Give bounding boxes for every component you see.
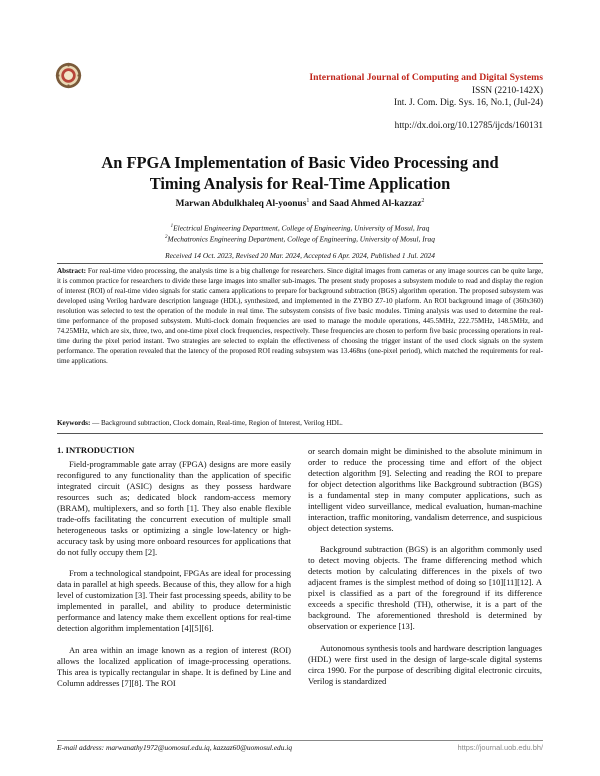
affiliation-1 <box>60 222 540 233</box>
publication-dates: Received 14 Oct. 2023, Revised 20 Mar. 2024, Accepted 6 Apr. 2024, Published 1 Jul. 2024 <box>165 251 435 260</box>
footer-url[interactable]: https://journal.uob.edu.bh/ <box>457 743 543 752</box>
journal-name: International Journal of Computing and Digital Systems <box>309 72 543 83</box>
footer-rule <box>57 740 543 741</box>
footer-email: E-mail address: marwanathy1972@uomosul.edu.iq, kazzaz60@uomosul.edu.iq <box>57 743 293 752</box>
paragraph: Field-programmable gate array (FPGA) designs are more easily reconfigured to any functionality than the application of specific integrated circuit (ASIC) designs as they possess hardware resources such as; dedicated block random-access memory (BRAM), multiplexers, and so forth [1]. They also enable flexible trade-offs facilitating the concurrent execution of multiple small heterogeneous tasks or optimizing a single low-latency or high-accuracy task by using more onboard resources for applications that do not fully occupy them [2]. <box>57 458 291 557</box>
paragraph: Autonomous synthesis tools and hardware description languages (HDL) were first used in the design of large-scale digital systems circa 1990. For the purpose of describing digital electronic circuits, Verilog is standardized <box>308 642 542 686</box>
authors <box>60 198 540 209</box>
right-column <box>308 446 542 687</box>
keywords-text: — Background subtraction, Clock domain, Real-time, Region of Interest, Verilog HDL. <box>90 419 343 427</box>
author-1: Marwan Abdulkhaleq Al-yoonus <box>175 199 307 210</box>
paragraph: An area within an image known as a region of interest (ROI) allows the localized application of image-processing operations. This area is typically rectangular in shape. It is defined by Line and Column addresses [7][8]. The ROI <box>57 644 291 688</box>
doi-link[interactable]: http://dx.doi.org/10.12785/ijcds/160131 <box>394 121 543 131</box>
affiliation-2 <box>60 233 540 244</box>
author-and: and <box>309 199 330 210</box>
journal-info <box>309 72 543 110</box>
author-2: Saad Ahmed Al-kazzaz <box>329 199 422 210</box>
abstract-text: For real-time video processing, the analysis time is a big challenge for researchers. Since digital images from cameras or any image sources can be quite large, it is common practice for researchers to divide these large images into smaller sub-images. The present study proposes a subsystem module to read and display the region of interest (ROI) of real-time video signals for static camera applications to prepare for background subtraction (BGS) algorithm operation. The proposed subsystem was developed using Verilog hardware description language (HDL), synthesized, and implemented in the ZYBO Z7-10 platform. An ROI background image of (360x360) resolution was selected to test the operation of the module in real time. The subsystem consists of five basic modules. Timing analysis was used to determine the real-time performance of the proposed subsystem. Multi-clock domain frequencies are used to manage the module operations, 445.5MHz, 222.75MHz, 148.5MHz, and 74.25MHz, which are six, three, two, and one-time pixel clock frequencies, respectively. These frequencies are chosen to perform five basic processing operations in real-time during the pixel period instant. Two strategies are selected to explain the effectiveness of choosing the trigger instant of the used clock signals on the system performance. The operation revealed that the latency of the proposed ROI reading subsystem was 13.468ns (one-pixel period), which matched the requirements for real-time applications. <box>57 267 543 366</box>
affiliation-1-sup: 1 <box>170 224 174 229</box>
affiliation-2-sup: 2 <box>165 235 168 241</box>
left-column <box>57 445 291 689</box>
journal-issue: Int. J. Com. Dig. Sys. 16, No.1, (Jul-24) <box>393 98 543 108</box>
journal-seal-icon <box>55 62 82 89</box>
paragraph: Background subtraction (BGS) is an algorithm commonly used to detect moving objects. The frame differencing method which detects motion by calculating differences in the pixels of two adjacent frames is the simplest method of doing so [10][11][12]. A pixel is classified as a part of the foreground if its difference exceeds a specific threshold (TH), otherwise, it is a part of the background. The aforementioned threshold is determined by observation or experience [13]. <box>308 544 542 632</box>
abstract-bottom-rule <box>57 433 543 434</box>
author-2-sup: 2 <box>421 198 425 204</box>
title-line-1: An FPGA Implementation of Basic Video Processing and <box>101 153 499 172</box>
paragraph: or search domain might be diminished to the absolute minimum in order to reduce the processing time and effort of the object detection algorithm [9]. Selecting and reading the ROI to prepare for object detection algorithms like Background subtraction (BGS) is a fundamental step in many computer applications, such as intelligent video surveillance, medical evaluation, human-machine interaction, traffic monitoring, vandalism deterrence, and suspicious object detection systems. <box>308 446 542 533</box>
affiliations <box>60 222 540 245</box>
author-1-sup: 1 <box>306 198 310 204</box>
section-heading: 1. INTRODUCTION <box>57 445 135 455</box>
affiliation-2-text: Mechatronics Engineering Department, College of Engineering, University of Mosul, Iraq <box>167 234 435 244</box>
keywords-label: Keywords: <box>57 419 91 427</box>
abstract-label: Abstract: <box>57 267 86 275</box>
paragraph: From a technological standpoint, FPGAs are ideal for processing data in parallel at high speeds. Because of this, they allow for a high level of customization [3]. Their fast processing speeds, ability to be implemented in parallel, and ability to produce deterministic performance and latency make them excellent options for real-time detection algorithm implementation [4][5][6]. <box>57 568 291 634</box>
keywords <box>57 419 543 427</box>
affiliation-1-text: Electrical Engineering Department, College of Engineering, University of Mosul, Iraq <box>173 223 430 233</box>
journal-issn: ISSN (2210-142X) <box>471 85 543 96</box>
abstract-top-rule <box>57 263 543 264</box>
abstract <box>57 266 543 366</box>
title-line-2: Timing Analysis for Real-Time Application <box>149 174 451 193</box>
paper-title <box>60 152 540 194</box>
